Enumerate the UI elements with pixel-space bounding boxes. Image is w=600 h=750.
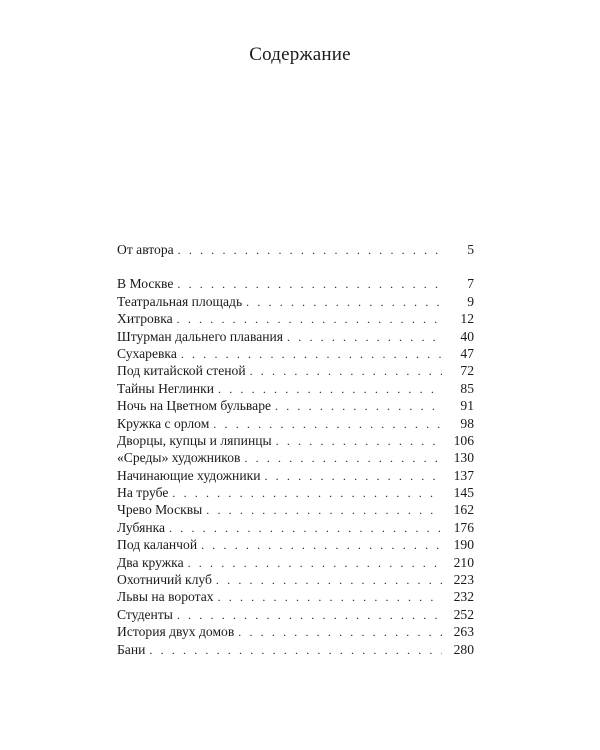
toc-entry-title: Львы на воротах bbox=[117, 589, 214, 605]
toc-entry-page: 12 bbox=[460, 311, 474, 327]
toc-entry-title: Под китайской стеной bbox=[117, 363, 246, 379]
toc-entry-page: 85 bbox=[460, 380, 474, 396]
dot-leader bbox=[276, 433, 442, 450]
dot-leader bbox=[206, 502, 442, 519]
toc-entry-title: Театральная площадь bbox=[117, 293, 243, 309]
toc-entry-title: Охотничий клуб bbox=[117, 572, 212, 588]
toc-entry bbox=[117, 536, 474, 553]
toc-entry-title: Лубянка bbox=[117, 519, 166, 535]
toc-entry-page: 137 bbox=[453, 467, 474, 483]
toc-entry-title: От автора bbox=[117, 242, 174, 257]
dot-leader bbox=[177, 311, 442, 328]
toc-entry bbox=[117, 606, 474, 623]
toc-entry-title: Дворцы, купцы и ляпинцы bbox=[117, 432, 272, 448]
toc-entry bbox=[117, 449, 474, 466]
toc-entry-title: Кружка с орлом bbox=[117, 415, 210, 431]
toc-entry-title: Под каланчой bbox=[117, 537, 198, 553]
dot-leader bbox=[172, 485, 442, 502]
toc-entry-title: Два кружка bbox=[117, 554, 184, 570]
toc-entry-page: 40 bbox=[460, 328, 474, 344]
toc-entry bbox=[117, 380, 474, 397]
toc-entry-title: Бани bbox=[117, 641, 146, 657]
toc-entry-page: 98 bbox=[460, 415, 474, 431]
dot-leader bbox=[238, 624, 442, 641]
toc-entry bbox=[117, 641, 474, 658]
dot-leader bbox=[178, 242, 442, 259]
toc-entry-page: 91 bbox=[460, 398, 474, 414]
toc-entry bbox=[117, 415, 474, 432]
toc-entry bbox=[117, 588, 474, 605]
toc-entry-page: 162 bbox=[453, 502, 474, 518]
toc-entry-title: Чрево Москвы bbox=[117, 502, 203, 518]
dot-leader bbox=[250, 363, 442, 380]
toc-entry-page: 5 bbox=[467, 242, 474, 257]
toc-entry-page: 176 bbox=[453, 519, 474, 535]
toc-entry bbox=[117, 362, 474, 379]
page-title: Содержание bbox=[249, 44, 351, 65]
toc-entry-title: Начинающие художники bbox=[117, 467, 261, 483]
toc-entry-title: Студенты bbox=[117, 606, 173, 622]
toc-entry bbox=[117, 310, 474, 327]
toc-entry-page: 252 bbox=[453, 606, 474, 622]
toc-entry-title: Тайны Неглинки bbox=[117, 380, 215, 396]
dot-leader bbox=[246, 294, 442, 311]
toc-entry bbox=[117, 328, 474, 345]
toc-entry bbox=[117, 345, 474, 362]
dot-leader bbox=[177, 607, 442, 624]
toc-entry bbox=[117, 432, 474, 449]
toc-entry-page: 47 bbox=[460, 345, 474, 361]
toc-entry-title: Сухаревка bbox=[117, 345, 177, 361]
dot-leader bbox=[149, 642, 442, 659]
toc-entry-page: 9 bbox=[467, 293, 474, 309]
dot-leader bbox=[244, 450, 442, 467]
toc-entry bbox=[117, 571, 474, 588]
toc-entry-page: 190 bbox=[453, 537, 474, 553]
toc-entry bbox=[117, 501, 474, 518]
toc-entry-page: 280 bbox=[453, 641, 474, 657]
dot-leader bbox=[218, 381, 442, 398]
toc-entry bbox=[117, 467, 474, 484]
toc-entry bbox=[117, 241, 474, 258]
toc-entry-page: 223 bbox=[453, 572, 474, 588]
toc-entry-title: История двух домов bbox=[117, 624, 235, 640]
dot-leader bbox=[275, 398, 442, 415]
toc-entry-title: На трубе bbox=[117, 485, 169, 501]
toc-entry bbox=[117, 554, 474, 571]
toc-entry-title: Ночь на Цветном бульваре bbox=[117, 398, 272, 414]
toc-entry-title: В Москве bbox=[117, 276, 174, 292]
toc-entry-title: Штурман дальнего плавания bbox=[117, 328, 284, 344]
toc-entry-page: 263 bbox=[453, 624, 474, 640]
toc-entry bbox=[117, 623, 474, 640]
dot-leader bbox=[188, 555, 442, 572]
toc-entry bbox=[117, 397, 474, 414]
toc-entry-page: 210 bbox=[453, 554, 474, 570]
toc-entry-page: 106 bbox=[453, 432, 474, 448]
toc-entry bbox=[117, 484, 474, 501]
dot-leader bbox=[177, 276, 442, 293]
toc-entry bbox=[117, 275, 474, 292]
toc-entry-page: 72 bbox=[460, 363, 474, 379]
table-of-contents bbox=[117, 241, 474, 658]
dot-leader bbox=[169, 520, 442, 537]
toc-entry-page: 232 bbox=[453, 589, 474, 605]
dot-leader bbox=[287, 329, 442, 346]
dot-leader bbox=[181, 346, 442, 363]
toc-entry-page: 130 bbox=[453, 450, 474, 466]
dot-leader bbox=[216, 572, 442, 589]
dot-leader bbox=[218, 589, 442, 606]
dot-leader bbox=[264, 468, 442, 485]
toc-entry bbox=[117, 519, 474, 536]
toc-entry-title: Хитровка bbox=[117, 311, 173, 327]
toc-entry-title: «Среды» художников bbox=[117, 450, 241, 466]
dot-leader bbox=[213, 416, 442, 433]
dot-leader bbox=[201, 537, 442, 554]
toc-entry bbox=[117, 293, 474, 310]
toc-entry-page: 7 bbox=[467, 276, 474, 292]
toc-entry-page: 145 bbox=[453, 485, 474, 501]
